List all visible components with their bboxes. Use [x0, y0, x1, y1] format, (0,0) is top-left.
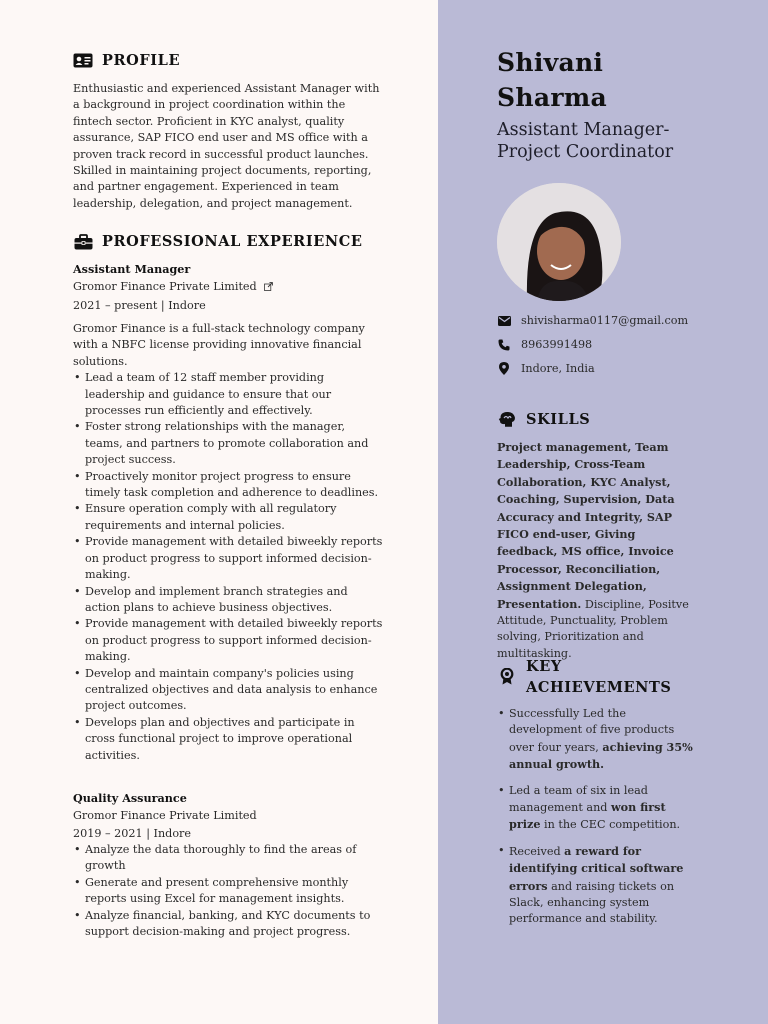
job-company-name: Gromor Finance Private Limited	[73, 280, 257, 293]
profile-heading	[73, 52, 180, 69]
list-item	[497, 783, 697, 834]
job-bullets	[73, 842, 385, 940]
job-title: Assistant Manager	[73, 262, 191, 276]
email-text[interactable]: shivisharma0117@gmail.com	[521, 314, 689, 327]
brain-icon	[497, 412, 517, 428]
achievements-heading-line-1: KEY	[526, 658, 562, 675]
list-item: • Analyze the data thoroughly to find the areas of growth	[73, 842, 385, 875]
achievement-text: and raising tickets on Slack, enhancing system performance and stability.	[509, 879, 675, 926]
phone-icon	[497, 339, 511, 351]
job-description: Gromor Finance is a full-stack technology company with a NBFC license providing innovative financial solutions.	[73, 322, 365, 368]
job-dates: 2021 – present | Indore	[73, 298, 206, 312]
role-line-1: Assistant Manager-	[497, 120, 670, 140]
job-dates: 2019 – 2021 | Indore	[73, 826, 192, 840]
last-name: Sharma	[497, 83, 608, 112]
job-bullets	[73, 370, 385, 764]
location-text: Indore, India	[521, 362, 595, 375]
phone-text[interactable]: 8963991498	[521, 338, 593, 351]
list-item: • Develop and implement branch strategies and action plans to achieve business objectives.	[73, 584, 385, 617]
achievement-highlight: achieving 35% annual growth.	[509, 739, 693, 772]
list-item: • Develops plan and objectives and participate in cross functional project to improve operational activities.	[73, 715, 385, 764]
achievement-highlight: a reward for identifying critical software errors	[509, 843, 684, 893]
experience-heading-label: PROFESSIONAL EXPERIENCE	[102, 233, 363, 250]
experience-heading	[73, 233, 363, 250]
achievement-text: Led a team of six in lead management and	[509, 783, 648, 815]
first-name: Shivani	[497, 48, 604, 77]
hard-skills: Project management, Team Leadership, Cross-Team Collaboration, KYC Analyst, Coaching, Supervision, Data Accuracy and Integrity, SAP FICO end-user, Giving feedback, MS office, Invoice Processor, Reconciliation, Assignment Delegation, Presentation.	[497, 440, 675, 611]
id-card-icon	[73, 53, 93, 69]
list-item: • Proactively monitor project progress to ensure timely task completion and adherence to deadlines.	[73, 469, 385, 502]
achievements-list	[497, 706, 697, 937]
map-pin-icon	[497, 362, 511, 375]
external-link-icon[interactable]	[264, 279, 273, 297]
achievement-text: Received	[509, 844, 565, 858]
list-item: • Generate and present comprehensive monthly reports using Excel for management insights.	[73, 875, 385, 908]
phone-row	[497, 338, 592, 351]
list-item: • Provide management with detailed biweekly reports on product progress to support informed decision-making.	[73, 616, 385, 665]
award-icon	[497, 668, 517, 684]
list-item: • Develop and maintain company's policies using centralized objectives and data analysis to enhance project outcomes.	[73, 666, 385, 715]
profile-heading-label: PROFILE	[102, 52, 181, 69]
envelope-icon	[497, 316, 511, 326]
briefcase-icon	[73, 234, 93, 250]
job-entry	[73, 790, 385, 940]
achievements-heading-label	[526, 656, 671, 698]
achievements-heading-line-2: ACHIEVEMENTS	[526, 679, 672, 696]
list-item: • Provide management with detailed biweekly reports on product progress to support informed decision-making.	[73, 534, 385, 583]
profile-text: Enthusiastic and experienced Assistant Manager with a background in project coordination within the fintech sector. Proficient in KYC analyst, quality assurance, SAP FICO end user and MS office with a proven track record in successful product launches. Skilled in maintaining project documents, reporting, and partner engagement. Experienced in team leadership, delegation, and project management.	[73, 82, 380, 210]
list-item: • Lead a team of 12 staff member providing leadership and guidance to ensure that our processes run efficiently and effectively.	[73, 370, 385, 419]
location-row	[497, 362, 595, 375]
job-entry	[73, 261, 385, 764]
avatar	[497, 183, 621, 301]
skills-list	[497, 439, 697, 662]
job-company-name: Gromor Finance Private Limited	[73, 809, 257, 822]
skills-heading	[497, 411, 590, 428]
name-block	[497, 45, 737, 163]
job-title: Quality Assurance	[73, 791, 187, 805]
achievements-heading	[497, 656, 671, 698]
achievement-text: in the CEC competition.	[540, 818, 681, 832]
job-company	[73, 278, 385, 297]
achievement-text: Successfully Led the development of five products over four years,	[509, 707, 675, 754]
list-item: • Ensure operation comply with all regulatory requirements and internal policies.	[73, 501, 385, 534]
achievement-highlight: won first prize	[509, 800, 666, 832]
list-item	[497, 706, 697, 774]
email-row	[497, 314, 688, 327]
list-item: • Analyze financial, banking, and KYC documents to support decision-making and project progress.	[73, 908, 385, 941]
list-item: • Foster strong relationships with the manager, teams, and partners to promote collaboration and project success.	[73, 419, 385, 468]
soft-skills: Discipline, Positve Attitude, Punctuality, Problem solving, Prioritization and multitasking.	[497, 597, 689, 660]
skills-heading-label: SKILLS	[526, 411, 591, 428]
role-line-2: Project Coordinator	[497, 142, 674, 162]
list-item	[497, 843, 697, 928]
